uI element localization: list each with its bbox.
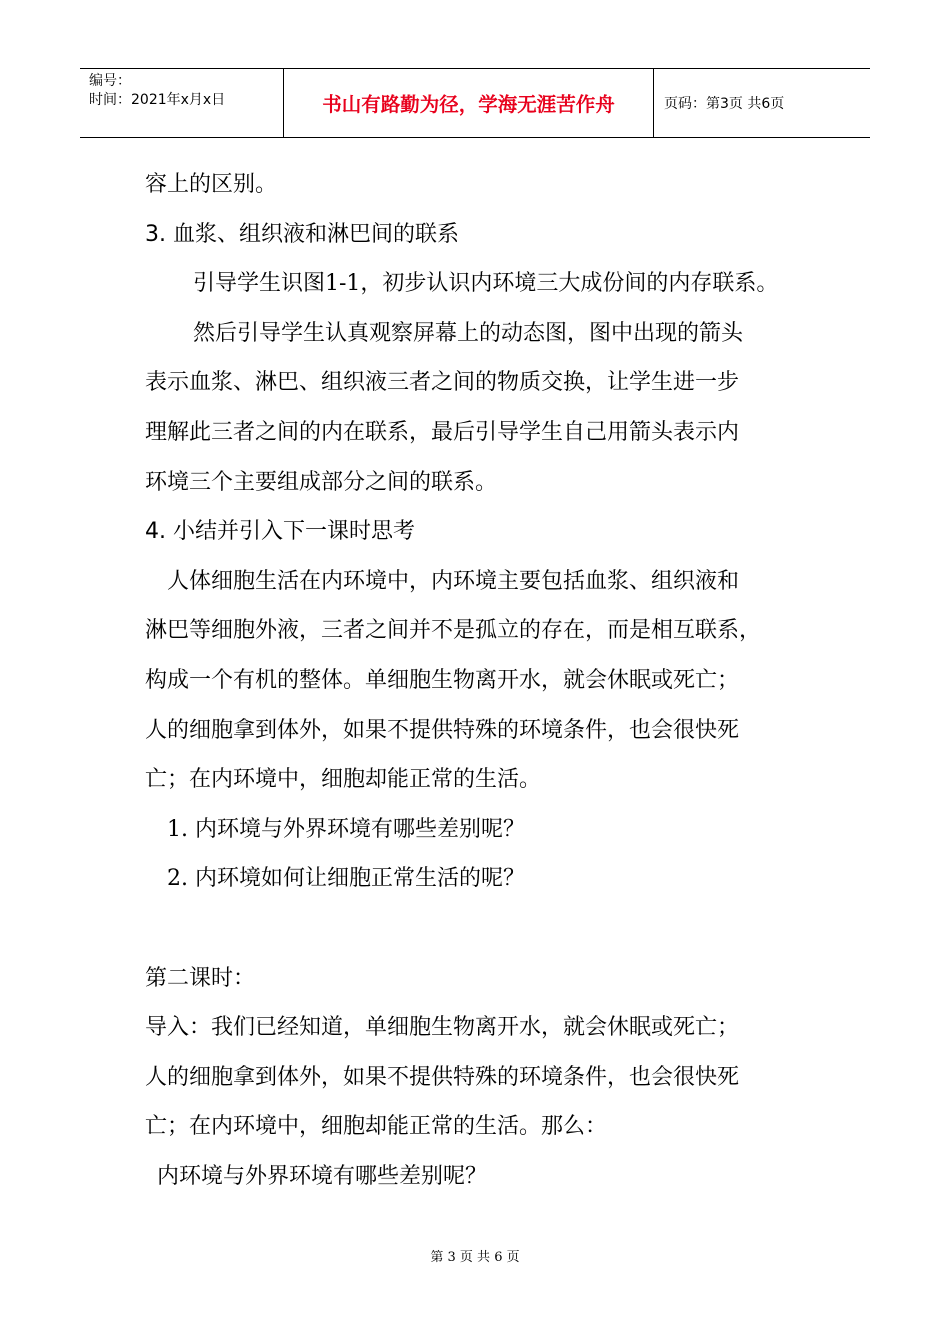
paragraph-line: 理解此三者之间的内在联系，最后引导学生自己用箭头表示内 (145, 419, 740, 445)
paragraph-line: 表示血浆、淋巴、组织液三者之间的物质交换，让学生进一步 (145, 370, 740, 396)
header-meta (80, 69, 284, 137)
paragraph-line: 淋巴等细胞外液，三者之间并不是孤立的存在，而是相互联系， (145, 618, 762, 644)
page-footer: 第 3 页 共 6 页 (430, 1250, 520, 1265)
page-header (80, 68, 870, 138)
document-number-label: 编号： (89, 73, 131, 89)
question-item: 2. 内环境如何让细胞正常生活的呢？ (167, 866, 525, 892)
paragraph-line: 人的细胞拿到体外，如果不提供特殊的环境条件，也会很快死 (145, 1064, 740, 1090)
document-time-label: 时间：2021年x月x日 (89, 92, 226, 108)
paragraph-line: 环境三个主要组成部分之间的联系。 (145, 469, 498, 495)
paragraph-line: 然后引导学生认真观察屏幕上的动态图，图中出现的箭头 (193, 320, 744, 346)
paragraph-line: 亡；在内环境中，细胞却能正常的生活。 (145, 767, 542, 793)
paragraph-line: 人的细胞拿到体外，如果不提供特殊的环境条件，也会很快死 (145, 717, 740, 743)
question-item: 1. 内环境与外界环境有哪些差别呢？ (167, 816, 525, 842)
lesson-label: 第二课时： (145, 965, 256, 991)
header-motto: 书山有路勤为径，学海无涯苦作舟 (284, 69, 654, 137)
section-heading-4: 4. 小结并引入下一课时思考 (145, 519, 415, 545)
blank-line (145, 904, 835, 954)
document-body (145, 160, 835, 1201)
paragraph-line: 引导学生识图1-1，初步认识内环境三大成份间的内存联系。 (193, 271, 779, 297)
paragraph-line: 亡；在内环境中，细胞却能正常的生活。那么： (145, 1114, 608, 1140)
header-page-info: 页码：第3页 共6页 (664, 96, 785, 112)
paragraph-line: 导入：我们已经知道，单细胞生物离开水，就会休眠或死亡； (145, 1015, 740, 1041)
paragraph-line: 人体细胞生活在内环境中，内环境主要包括血浆、组织液和 (167, 568, 740, 594)
section-heading-3: 3. 血浆、组织液和淋巴间的联系 (145, 221, 459, 247)
paragraph-line: 容上的区别。 (145, 172, 278, 197)
question-item: 内环境与外界环境有哪些差别呢？ (157, 1163, 488, 1189)
paragraph-line: 构成一个有机的整体。单细胞生物离开水，就会休眠或死亡； (145, 667, 740, 693)
